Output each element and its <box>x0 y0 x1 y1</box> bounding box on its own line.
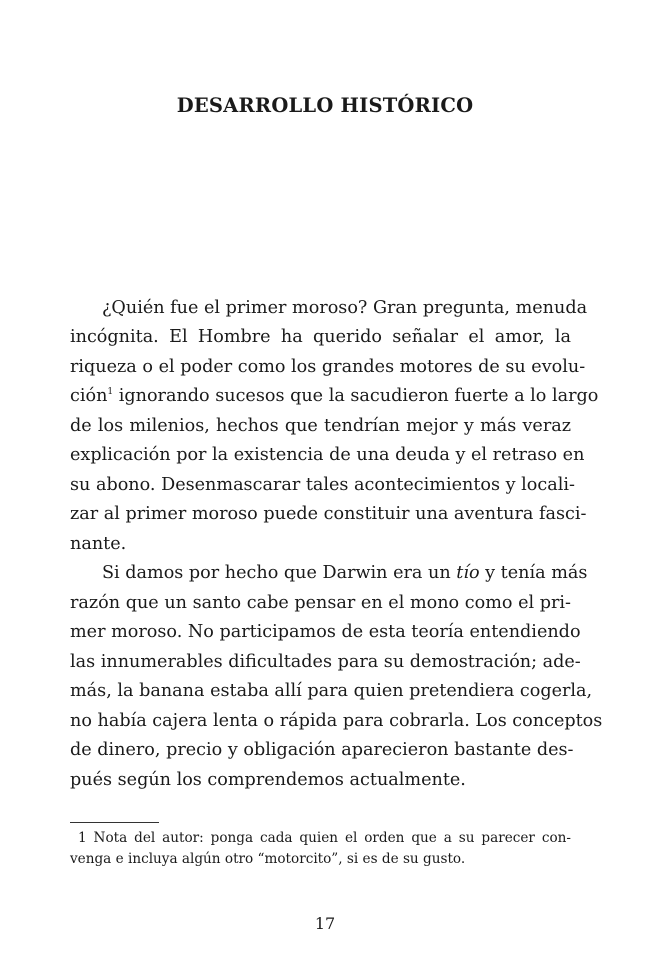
body-line <box>70 589 571 618</box>
body-line <box>70 412 571 441</box>
body-line <box>102 294 588 323</box>
footnote-line <box>78 828 571 849</box>
footnote-divider <box>70 822 159 823</box>
footnote-text: 1 Nota del autor: ponga cada quien el orden que a su parecer con- <box>78 830 571 846</box>
footnote-reference: 1 <box>107 387 114 397</box>
body-line-text: razón que un santo cabe pensar en el mono como el pri- <box>70 593 571 613</box>
chapter-title: DESARROLLO HISTÓRICO <box>176 94 474 117</box>
page-number: 17 <box>314 914 336 933</box>
body-line <box>70 500 587 529</box>
body-line-text: ción <box>70 386 108 406</box>
body-line <box>70 677 593 706</box>
body-line-text: Si damos por hecho que Darwin era un <box>102 563 457 583</box>
body-line <box>70 766 571 795</box>
body-line-text: y tenía más <box>479 563 588 583</box>
body-line-text: ignorando sucesos que la sacudieron fuerte a lo largo <box>113 386 599 406</box>
body-line <box>70 471 575 500</box>
body-line-text: de dinero, precio y obligación aparecieron bastante des- <box>70 740 574 760</box>
body-line <box>102 559 588 588</box>
body-line-text: más, la banana estaba allí para quien pretendiera cogerla, <box>70 681 593 701</box>
body-line-text: pués según los comprendemos actualmente. <box>70 770 466 790</box>
body-line-text: zar al primer moroso puede constituir una aventura fasci- <box>70 504 587 524</box>
body-line-text: riqueza o el poder como los grandes motores de su evolu- <box>70 357 586 377</box>
body-line-text: las innumerables dificultades para su demostración; ade- <box>70 652 581 672</box>
body-line-text: explicación por la existencia de una deuda y el retraso en <box>70 445 585 465</box>
body-line <box>70 323 571 352</box>
footnote-line <box>70 849 571 870</box>
body-line <box>70 707 603 736</box>
body-line-text: su abono. Desenmascarar tales acontecimientos y locali- <box>70 475 575 495</box>
body-line-text: incógnita. El Hombre ha querido señalar el amor, la <box>70 327 571 347</box>
body-line <box>70 353 586 382</box>
footnote-text: venga e incluya algún otro “motorcito”, si es de su gusto. <box>70 851 466 867</box>
body-line-text: ¿Quién fue el primer moroso? Gran pregunta, menuda <box>102 298 588 318</box>
body-line-text: no había cajera lenta o rápida para cobrarla. Los conceptos <box>70 711 603 731</box>
body-line <box>70 441 585 470</box>
body-line <box>70 618 581 647</box>
body-line <box>70 736 574 765</box>
body-line-text: mer moroso. No participamos de esta teoría entendiendo <box>70 622 581 642</box>
body-line <box>70 648 581 677</box>
body-line <box>70 530 571 559</box>
body-line <box>70 382 599 411</box>
body-line-text: nante. <box>70 534 127 554</box>
body-line-text: de los milenios, hechos que tendrían mejor y más veraz <box>70 416 571 436</box>
italic-word: tío <box>456 563 480 583</box>
